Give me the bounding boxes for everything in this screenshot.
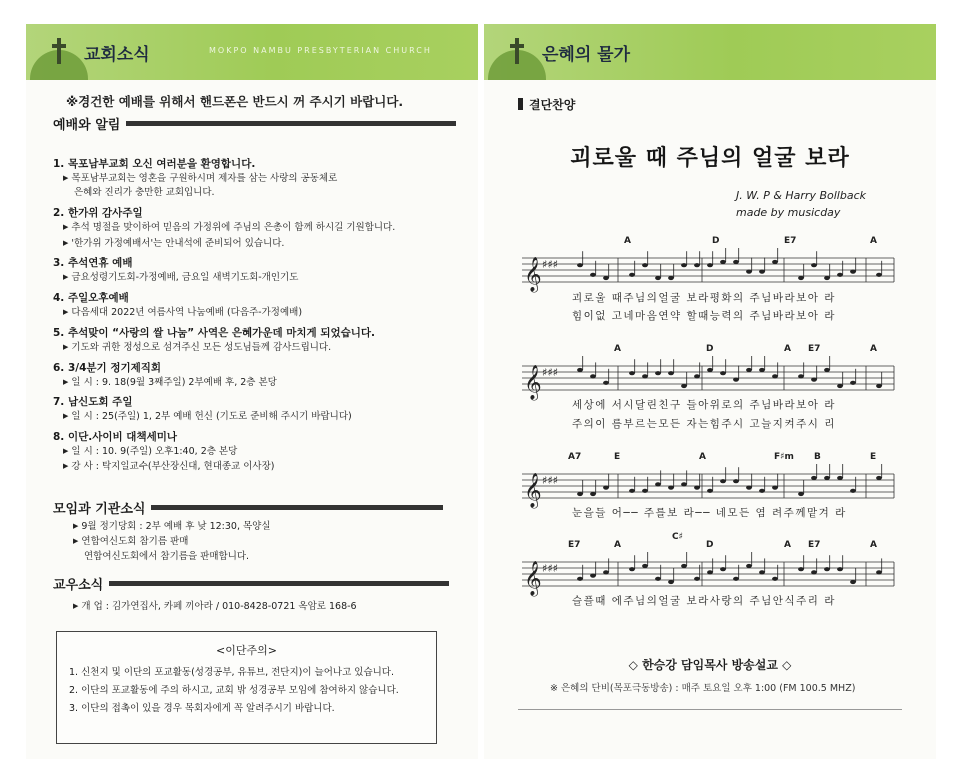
- chord-label: A: [614, 540, 621, 550]
- chord-label: E7: [784, 236, 797, 246]
- song-credits: [736, 187, 866, 221]
- item-detail: ▶ '한가위 가정예배서'는 안내석에 준비되어 있습니다.: [63, 237, 285, 249]
- item-detail: ▶ 목포남부교회는 영혼을 구원하시며 제자를 삼는 사랑의 공동체로: [63, 172, 338, 184]
- svg-text:♯♯♯: ♯♯♯: [542, 474, 558, 487]
- list-item: [53, 157, 463, 201]
- chord-label: A: [624, 236, 631, 246]
- svg-text:𝄞: 𝄞: [524, 473, 542, 508]
- caution-line: 2. 이단의 포교활동에 주의 하시고, 교회 밖 성경공부 모임에 참여하지 않습니다.: [69, 685, 399, 696]
- chord-label: A7: [568, 452, 582, 462]
- chord-label: E7: [808, 540, 821, 550]
- chord-label: A: [614, 344, 621, 354]
- left-page: [26, 24, 478, 759]
- phone-notice: ※경건한 예배를 위해서 핸드폰은 반드시 꺼 주시기 바랍니다.: [66, 94, 404, 109]
- diamond-icon: ◇: [628, 658, 638, 672]
- bottom-rule: [518, 709, 902, 710]
- section-rule: [126, 121, 456, 126]
- triangle-bullet-icon: ▶: [73, 522, 79, 530]
- list-item: [53, 291, 463, 320]
- item-detail: ▶ 기도와 귀한 정성으로 섬겨주신 모든 성도님들께 감사드립니다.: [63, 341, 332, 353]
- item-detail: ▶ 일 시 : 25(주일) 1, 2부 예배 헌신 (기도로 준비해 주시기 바랍니다): [63, 411, 352, 422]
- triangle-bullet-icon: ▶: [63, 273, 69, 282]
- section-worship-notices: [53, 114, 456, 133]
- triangle-bullet-icon: ▶: [73, 602, 79, 610]
- meeting-item-cont: 연합여신도회에서 참기름을 판매합니다.: [84, 550, 250, 562]
- list-item: [53, 395, 463, 424]
- item-detail: ▶ 일 시 : 9. 18(9월 3째주일) 2부예배 후, 2층 본당: [63, 376, 277, 388]
- section-title: 교우소식: [53, 578, 104, 593]
- sermon-title: ◇ 한승강 담임목사 방송설교 ◇: [628, 658, 792, 672]
- lyric-line: 눈을들 어── 주를보 라── 네모든 염 려주께맡겨 라: [572, 507, 847, 519]
- section-rule: [151, 505, 443, 510]
- triangle-bullet-icon: ▶: [63, 462, 69, 471]
- item-title: 3. 추석연휴 예배: [53, 257, 133, 270]
- cross-icon: [52, 38, 66, 64]
- item-title: 1. 목포남부교회 오신 여러분을 환영합니다.: [53, 158, 256, 170]
- member-news: [63, 599, 463, 614]
- item-title: 8. 이단.사이비 대책세미나: [53, 431, 178, 443]
- caution-line: 3. 이단의 접촉이 있을 경우 목회자에게 꼭 알려주시기 바랍니다.: [69, 703, 335, 714]
- svg-text:♯♯♯: ♯♯♯: [542, 562, 558, 575]
- meetings-list: [63, 519, 463, 564]
- list-item: [53, 206, 463, 251]
- song-title: 괴로울 때 주님의 얼굴 보라: [570, 146, 850, 171]
- section-rule: [109, 581, 449, 586]
- diamond-icon: ◇: [782, 658, 792, 672]
- chord-label: F♯m: [774, 452, 794, 462]
- chord-label: E7: [568, 540, 581, 550]
- svg-text:♯♯♯: ♯♯♯: [542, 366, 558, 379]
- chord-label: A: [784, 540, 791, 550]
- triangle-bullet-icon: ▶: [63, 223, 69, 232]
- left-header-title: 교회소식: [84, 45, 150, 65]
- left-header-band: [26, 24, 478, 80]
- list-item: [53, 256, 463, 285]
- lyric-line: 괴로울 때주님의얼굴 보라평화의 주님바라보아 라: [572, 292, 836, 304]
- svg-text:𝄞: 𝄞: [524, 365, 542, 400]
- svg-text:𝄞: 𝄞: [524, 561, 542, 596]
- item-detail: ▶ 일 시 : 10. 9(주일) 오후1:40, 2층 본당: [63, 445, 238, 457]
- meeting-item: ▶ 9월 정기당회 : 2부 예배 후 낮 12:30, 목양실: [73, 520, 271, 532]
- item-detail: ▶ 추석 명절을 맞이하여 믿음의 가정위에 주님의 은총이 함께 하시길 기원합니다.: [63, 222, 396, 233]
- item-title: 5. 추석맞이 “사랑의 쌀 나눔” 사역은 은혜가운데 마치게 되었습니다.: [53, 326, 376, 339]
- item-title: 7. 남신도회 주일: [53, 396, 133, 409]
- chord-label: B: [814, 452, 821, 462]
- triangle-bullet-icon: ▶: [63, 377, 69, 386]
- choir-label: 결단찬양: [518, 96, 575, 113]
- meeting-item: ▶ 연합여신도회 참기름 판매: [73, 536, 189, 547]
- heresy-caution-box: [56, 631, 437, 744]
- notice-list: [53, 157, 463, 480]
- chord-label: A: [870, 236, 877, 246]
- chord-label: A: [699, 452, 706, 462]
- item-detail-cont: 은혜와 진리가 충만한 교회입니다.: [74, 187, 215, 199]
- item-detail: ▶ 금요성령기도회-가정예배, 금요일 새벽기도회-개인기도: [63, 272, 299, 283]
- item-title: 6. 3/4분기 정기제직회: [53, 361, 162, 374]
- chord-label: D: [706, 344, 714, 354]
- triangle-bullet-icon: ▶: [63, 174, 69, 182]
- chord-label: E7: [808, 344, 821, 354]
- item-detail: ▶ 강 사 : 탁지일교수(부산장신대, 현대종교 이사장): [63, 461, 275, 472]
- right-header-title: 은혜의 물가: [542, 45, 631, 65]
- section-title: 모임과 기관소식: [53, 502, 146, 517]
- section-title: 예배와 알림: [53, 118, 121, 133]
- lyric-line: 힘이없 고네마음연약 할때능력의 주님바라보아 라: [572, 310, 836, 322]
- item-title: 2. 한가위 감사주일: [53, 207, 143, 220]
- caution-line: 1. 신천지 및 이단의 포교활동(성경공부, 유튜브, 전단지)이 늘어나고 있습니다.: [69, 667, 395, 678]
- triangle-bullet-icon: ▶: [73, 537, 79, 546]
- right-header-band: [484, 24, 936, 80]
- cross-icon: [510, 38, 524, 64]
- chord-label: D: [706, 540, 714, 550]
- broadcast-info: ※ 은혜의 단비(목포극동방송) : 매주 토요일 오후 1:00 (FM 100.5 MHZ): [550, 683, 856, 694]
- list-item: [53, 361, 463, 390]
- section-meetings: [53, 498, 443, 517]
- chord-label: E: [870, 452, 877, 462]
- arranger-credit: made by musicday: [735, 206, 841, 219]
- lyric-line: 세상에 서시달린친구 들아위로의 주님바라보아 라: [572, 399, 836, 411]
- item-title: 4. 주일오후예배: [53, 292, 129, 304]
- triangle-bullet-icon: ▶: [63, 308, 69, 316]
- list-item: [53, 430, 463, 475]
- section-member-news: [53, 574, 449, 593]
- svg-text:𝄞: 𝄞: [524, 257, 542, 292]
- triangle-bullet-icon: ▶: [63, 412, 69, 421]
- right-page: [484, 24, 936, 759]
- composer-credit: J. W. P & Harry Bollback: [735, 189, 866, 202]
- caution-title: <이단주의>: [216, 644, 277, 657]
- triangle-bullet-icon: ▶: [63, 342, 69, 351]
- lyric-line: 주의이 름부르는모든 자는힘주시 고늘지켜주시 리: [572, 418, 836, 430]
- chord-label: A: [870, 540, 877, 550]
- chord-label: C♯: [672, 532, 683, 542]
- member-news-item: ▶ 개 업 : 김가연집사, 카페 끼아라 / 010-8428-0721 옥암로 168-6: [73, 600, 357, 612]
- square-bullet-icon: [518, 98, 523, 110]
- triangle-bullet-icon: ▶: [63, 238, 69, 247]
- church-name-en: MOKPO NAMBU PRESBYTERIAN CHURCH: [209, 46, 432, 55]
- triangle-bullet-icon: ▶: [63, 447, 69, 455]
- chord-label: A: [870, 344, 877, 354]
- svg-text:♯♯♯: ♯♯♯: [542, 258, 558, 271]
- list-item: [53, 326, 463, 355]
- lyric-line: 슬플때 에주님의얼굴 보라사랑의 주님안식주리 라: [572, 595, 836, 607]
- chord-label: E: [614, 452, 621, 462]
- chord-label: D: [712, 236, 720, 246]
- item-detail: ▶ 다음세대 2022년 여름사역 나눔예배 (다음주-가정예배): [63, 306, 303, 318]
- chord-label: A: [784, 344, 791, 354]
